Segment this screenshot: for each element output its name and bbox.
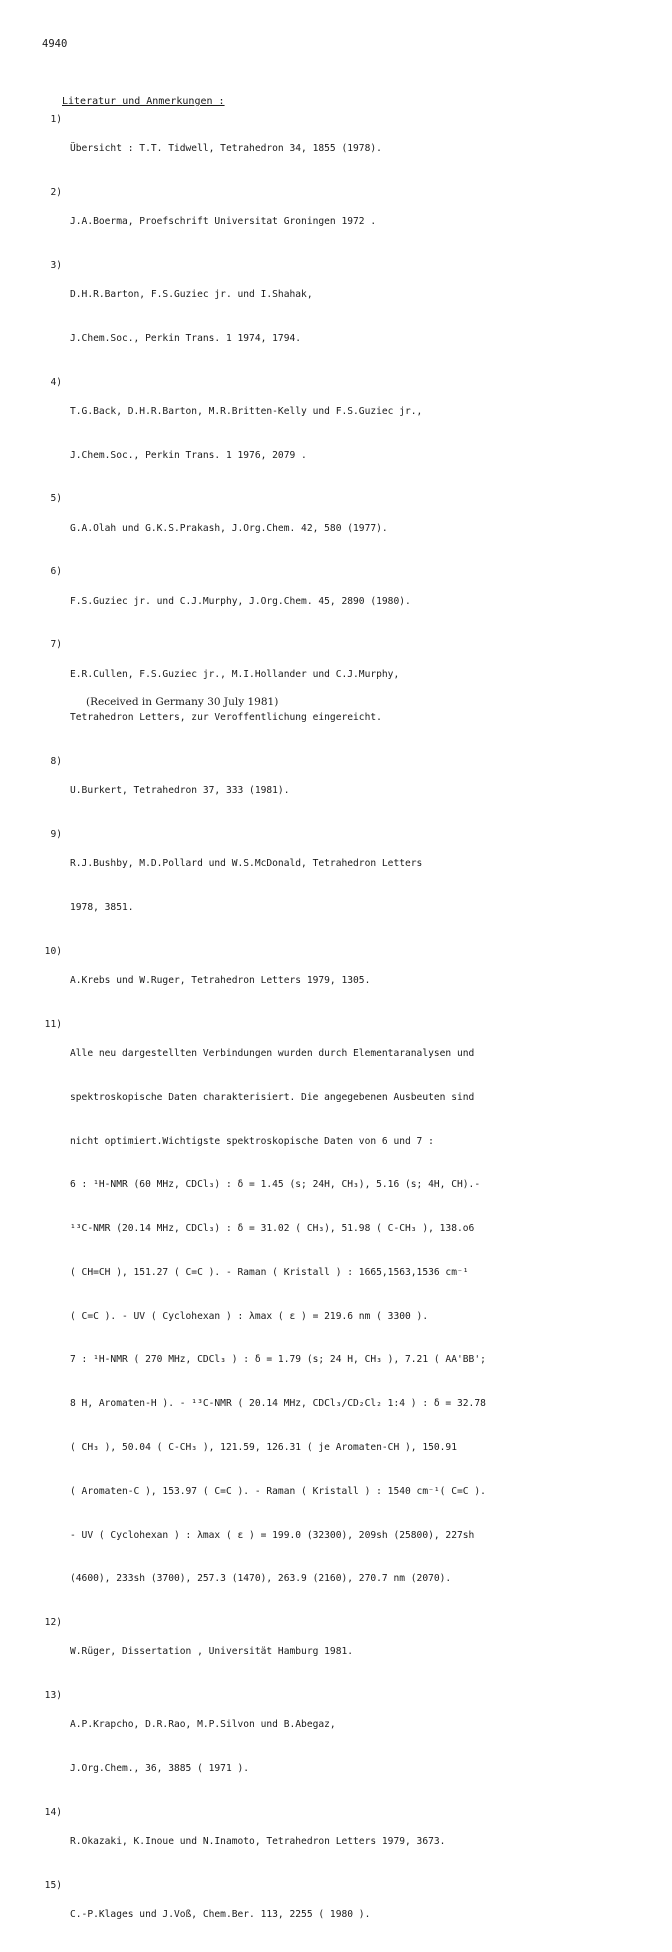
spectral-data-line: ( CH₃ ), 50.04 ( C-CH₃ ), 121.59, 126.31 ( je Aromaten-CH ), 150.91: [70, 1442, 457, 1454]
reference-line: 1978, 3851.: [70, 902, 134, 914]
reference-line: W.Rüger, Dissertation , Universität Hamburg 1981.: [70, 1646, 354, 1658]
reference-line: G.A.Olah und G.K.S.Prakash, J.Org.Chem. 42, 580 (1977).: [70, 522, 388, 534]
spectral-data-line: ¹³C-NMR (20.14 MHz, CDCl₃) : δ = 31.02 ( CH₃), 51.98 ( C-CH₃ ), 138.o6: [70, 1223, 475, 1235]
spectral-data-line: ( C=C ). - UV ( Cyclohexan ) : λmax ( ε ) = 219.6 nm ( 3300 ).: [70, 1310, 429, 1322]
reference-item: [32, 1879, 652, 1952]
spectral-data-line: ( Aromaten-C ), 153.97 ( C=C ). - Raman ( Kristall ) : 1540 cm⁻¹( C=C ).: [70, 1485, 486, 1497]
reference-number: 1): [50, 114, 62, 125]
reference-number: 11): [44, 1018, 62, 1030]
spectral-data-line: (4600), 233sh (3700), 257.3 (1470), 263.9 (2160), 270.7 nm (2070).: [70, 1573, 452, 1585]
reference-item: [32, 565, 652, 638]
reference-line: A.Krebs und W.Ruger, Tetrahedron Letters 1979, 1305.: [70, 975, 371, 987]
reference-number: 15): [44, 1879, 62, 1891]
reference-item: [32, 1689, 652, 1806]
reference-line: J.Chem.Soc., Perkin Trans. 1 1974, 1794.: [70, 332, 302, 344]
page-number: 4940: [42, 38, 68, 50]
spectral-data-line: 8 H, Aromaten-H ). - ¹³C-NMR ( 20.14 MHz, CDCl₃/CD₂Cl₂ 1:4 ) : δ = 32.78: [70, 1398, 486, 1410]
reference-item: [32, 945, 652, 1018]
spectral-data-line: - UV ( Cyclohexan ) : λmax ( ε ) = 199.0 (32300), 209sh (25800), 227sh: [70, 1529, 475, 1541]
reference-item: [32, 376, 652, 493]
reference-line: Übersicht : T.T. Tidwell, Tetrahedron 34, 1855 (1978).: [70, 143, 382, 155]
reference-line: T.G.Back, D.H.R.Barton, M.R.Britten-Kelly und F.S.Guziec jr.,: [70, 405, 423, 417]
reference-number: 14): [44, 1806, 62, 1818]
reference-item: [32, 113, 652, 186]
reference-line: J.Org.Chem., 36, 3885 ( 1971 ).: [70, 1763, 250, 1775]
reference-list: [32, 113, 652, 1952]
reference-number: 5): [50, 493, 62, 505]
spectral-data-line: 6 : ¹H-NMR (60 MHz, CDCl₃) : δ = 1.45 (s; 24H, CH₃), 5.16 (s; 4H, CH).-: [70, 1179, 481, 1191]
reference-number: 12): [44, 1617, 62, 1629]
reference-item: [32, 1806, 652, 1879]
spectral-data-line: ( CH=CH ), 151.27 ( C=C ). - Raman ( Kristall ) : 1665,1563,1536 cm⁻¹: [70, 1266, 469, 1278]
reference-number: 4): [50, 376, 62, 388]
reference-number: 6): [50, 566, 62, 578]
reference-line: nicht optimiert.Wichtigste spektroskopische Daten von 6 und 7 :: [70, 1135, 434, 1147]
reference-line: J.Chem.Soc., Perkin Trans. 1 1976, 2079 .: [70, 449, 307, 461]
reference-item: [32, 1616, 652, 1689]
reference-line: R.Okazaki, K.Inoue und N.Inamoto, Tetrahedron Letters 1979, 3673.: [70, 1836, 446, 1848]
reference-item: [32, 828, 652, 945]
received-date: (Received in Germany 30 July 1981): [86, 696, 279, 708]
reference-line: C.-P.Klages und J.Voß, Chem.Ber. 113, 2255 ( 1980 ).: [70, 1909, 371, 1921]
reference-line: Tetrahedron Letters, zur Veroffentlichung eingereicht.: [70, 712, 382, 724]
reference-item: [32, 1018, 652, 1616]
reference-line: R.J.Bushby, M.D.Pollard und W.S.McDonald, Tetrahedron Letters: [70, 858, 423, 870]
reference-item: [32, 186, 652, 259]
reference-line: J.A.Boerma, Proefschrift Universitat Groningen 1972 .: [70, 216, 377, 228]
reference-line: E.R.Cullen, F.S.Guziec jr., M.I.Hollander und C.J.Murphy,: [70, 668, 400, 680]
reference-number: 7): [50, 639, 62, 651]
reference-number: 2): [50, 186, 62, 198]
section-heading: Literatur und Anmerkungen :: [62, 96, 225, 107]
reference-number: 3): [50, 259, 62, 271]
reference-number: 9): [50, 829, 62, 841]
reference-item: [32, 259, 652, 376]
reference-number: 8): [50, 756, 62, 768]
reference-line: Alle neu dargestellten Verbindungen wurden durch Elementaranalysen und: [70, 1048, 475, 1059]
reference-line: A.P.Krapcho, D.R.Rao, M.P.Silvon und B.Abegaz,: [70, 1719, 336, 1731]
reference-line: spektroskopische Daten charakterisiert. Die angegebenen Ausbeuten sind: [70, 1091, 475, 1103]
reference-line: D.H.R.Barton, F.S.Guziec jr. und I.Shahak,: [70, 289, 313, 301]
reference-number: 10): [44, 945, 62, 957]
reference-line: F.S.Guziec jr. und C.J.Murphy, J.Org.Chem. 45, 2890 (1980).: [70, 595, 411, 607]
reference-item: [32, 755, 652, 828]
reference-line: U.Burkert, Tetrahedron 37, 333 (1981).: [70, 785, 290, 797]
reference-item: [32, 492, 652, 565]
spectral-data-line: 7 : ¹H-NMR ( 270 MHz, CDCl₃ ) : δ = 1.79 (s; 24 H, CH₃ ), 7.21 ( AA'BB';: [70, 1354, 486, 1366]
reference-number: 13): [44, 1690, 62, 1702]
